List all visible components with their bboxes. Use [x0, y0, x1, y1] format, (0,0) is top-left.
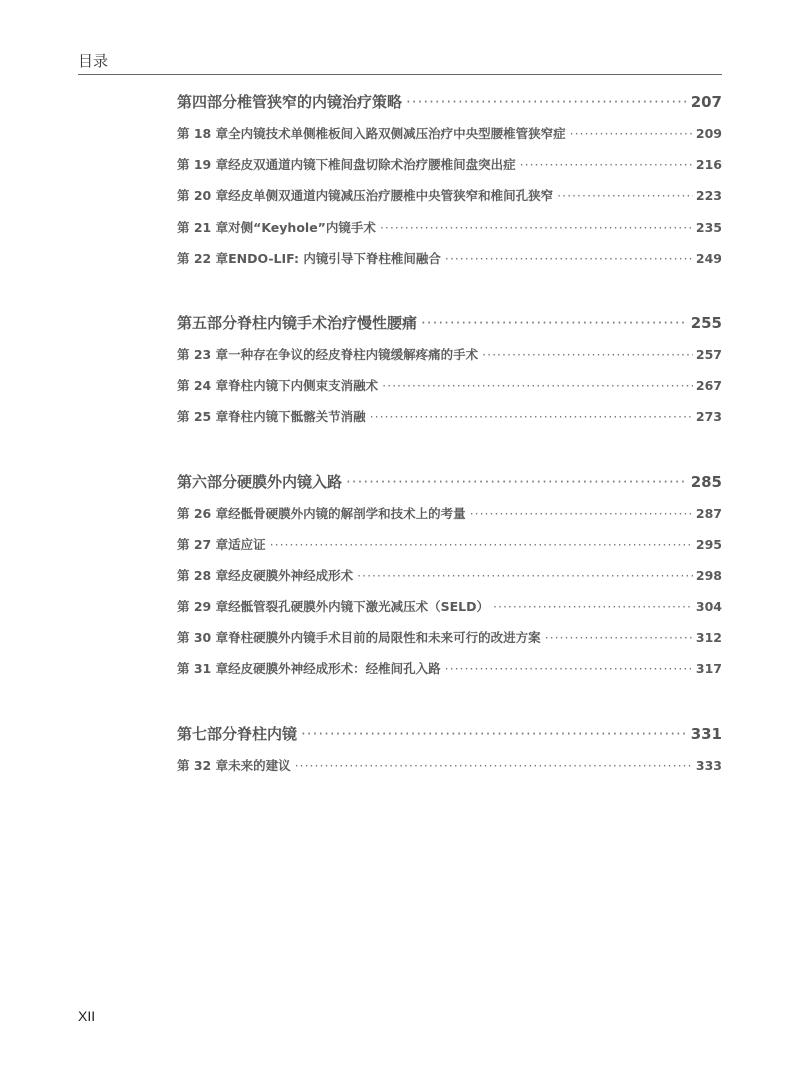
dot-leader — [445, 653, 693, 684]
page-number: 249 — [695, 250, 722, 266]
chapter-title: 脊柱内镜下骶髂关节消融 — [228, 409, 366, 425]
table-of-contents — [177, 86, 722, 781]
toc-part-entry[interactable] — [177, 718, 722, 750]
chapter-title: 经皮单侧双通道内镜减压治疗腰椎中央管狭窄和椎间孔狭窄 — [228, 188, 554, 204]
chapter-title: 脊柱内镜下内侧束支消融术 — [228, 378, 379, 394]
page-number: 273 — [695, 409, 722, 425]
chapter-number: 第 18 章 — [177, 126, 229, 141]
toc-chapter-entry[interactable] — [177, 591, 722, 622]
chapter-number: 第 22 章 — [177, 250, 229, 266]
chapter-title: 经皮硬膜外神经成形术 — [228, 567, 354, 583]
dot-leader — [557, 180, 693, 211]
toc-chapter-entry[interactable] — [177, 622, 722, 653]
dot-leader — [357, 560, 693, 591]
chapter-title: 对侧“Keyhole”内镜手术 — [228, 219, 376, 235]
dot-leader — [370, 401, 693, 432]
part-title: 脊柱内镜 — [237, 724, 298, 743]
toc-chapter-entry[interactable] — [177, 498, 722, 529]
chapter-title: 经皮双通道内镜下椎间盘切除术治疗腰椎间盘突出症 — [228, 157, 516, 173]
toc-part-entry[interactable] — [177, 466, 722, 498]
part-title: 脊柱内镜手术治疗慢性腰痛 — [237, 313, 418, 332]
chapter-number: 第 25 章 — [177, 409, 229, 425]
chapter-title: 脊柱硬膜外内镜手术目前的局限性和未来可行的改进方案 — [228, 630, 541, 646]
chapter-title: 经皮硬膜外神经成形术：经椎间孔入路 — [228, 661, 441, 677]
dot-leader — [301, 718, 688, 750]
dot-leader — [421, 307, 688, 339]
toc-chapter-entry[interactable] — [177, 529, 722, 560]
page-number: 285 — [690, 472, 722, 491]
page-number: 298 — [695, 567, 722, 583]
toc-chapter-entry[interactable] — [177, 339, 722, 370]
part-number: 第六部分 — [177, 472, 238, 491]
chapter-title: ENDO-LIF: 内镜引导下脊柱椎间融合 — [228, 250, 441, 266]
chapter-number: 第 32 章 — [177, 757, 229, 773]
toc-chapter-entry[interactable] — [177, 370, 722, 401]
toc-chapter-entry[interactable] — [177, 212, 722, 243]
chapter-title: 经骶骨硬膜外内镜的解剖学和技术上的考量 — [228, 505, 466, 521]
page-number: 317 — [695, 661, 722, 677]
dot-leader — [382, 370, 693, 401]
toc-chapter-entry[interactable] — [177, 243, 722, 274]
part-number: 第五部分 — [177, 313, 238, 332]
page-number: 207 — [690, 93, 722, 111]
chapter-number: 第 23 章 — [177, 346, 229, 362]
running-head: 目录 — [78, 52, 109, 70]
chapter-number: 第 26 章 — [177, 505, 229, 521]
dot-leader — [470, 498, 693, 529]
part-title: 硬膜外内镜入路 — [237, 472, 343, 491]
chapter-title: 适应证 — [228, 536, 266, 552]
chapter-number: 第 31 章 — [177, 661, 229, 677]
dot-leader — [406, 86, 688, 118]
toc-chapter-entry[interactable] — [177, 653, 722, 684]
dot-leader — [346, 466, 688, 498]
page-number: 255 — [690, 313, 722, 332]
toc-chapter-entry[interactable] — [177, 180, 722, 211]
section-gap — [177, 433, 722, 466]
page-number: 209 — [695, 126, 722, 141]
chapter-title: 未来的建议 — [228, 757, 291, 773]
page-number: 235 — [695, 219, 722, 235]
chapter-number: 第 28 章 — [177, 567, 229, 583]
chapter-title: 一种存在争议的经皮脊柱内镜缓解疼痛的手术 — [228, 346, 479, 362]
page-number: 287 — [695, 505, 722, 521]
dot-leader — [445, 243, 693, 274]
chapter-number: 第 30 章 — [177, 630, 229, 646]
toc-chapter-entry[interactable] — [177, 750, 722, 781]
page-folio: XII — [78, 1008, 96, 1024]
toc-chapter-entry[interactable] — [177, 401, 722, 432]
chapter-number: 第 27 章 — [177, 536, 229, 552]
page-number: 331 — [690, 724, 722, 743]
part-number: 第四部分 — [177, 93, 238, 111]
dot-leader — [380, 212, 693, 243]
page-number: 312 — [695, 630, 722, 646]
page-number: 333 — [695, 757, 722, 773]
page-number: 257 — [695, 346, 722, 362]
dot-leader — [545, 622, 693, 653]
part-title: 椎管狭窄的内镜治疗策略 — [237, 93, 403, 111]
page-number: 267 — [695, 378, 722, 394]
chapter-number: 第 19 章 — [177, 157, 229, 173]
page-number: 304 — [695, 599, 722, 615]
toc-chapter-entry[interactable] — [177, 149, 722, 180]
toc-part-entry[interactable] — [177, 307, 722, 339]
chapter-number: 第 24 章 — [177, 378, 229, 394]
dot-leader — [570, 118, 693, 149]
header-rule — [78, 74, 722, 75]
chapter-number: 第 20 章 — [177, 188, 229, 204]
part-number: 第七部分 — [177, 724, 238, 743]
dot-leader — [295, 750, 693, 781]
page-number: 295 — [695, 536, 722, 552]
dot-leader — [520, 149, 693, 180]
dot-leader — [493, 591, 693, 622]
dot-leader — [482, 339, 693, 370]
chapter-title: 经骶管裂孔硬膜外内镜下激光减压术（SELD） — [228, 599, 489, 615]
section-gap — [177, 274, 722, 307]
toc-part-entry[interactable] — [177, 86, 722, 118]
dot-leader — [270, 529, 693, 560]
toc-chapter-entry[interactable] — [177, 560, 722, 591]
page-number: 223 — [695, 188, 722, 204]
chapter-title: 全内镜技术单侧椎板间入路双侧减压治疗中央型腰椎管狭窄症 — [228, 126, 566, 141]
chapter-number: 第 29 章 — [177, 599, 229, 615]
toc-chapter-entry[interactable] — [177, 118, 722, 149]
section-gap — [177, 685, 722, 718]
chapter-number: 第 21 章 — [177, 219, 229, 235]
page-number: 216 — [695, 157, 722, 173]
